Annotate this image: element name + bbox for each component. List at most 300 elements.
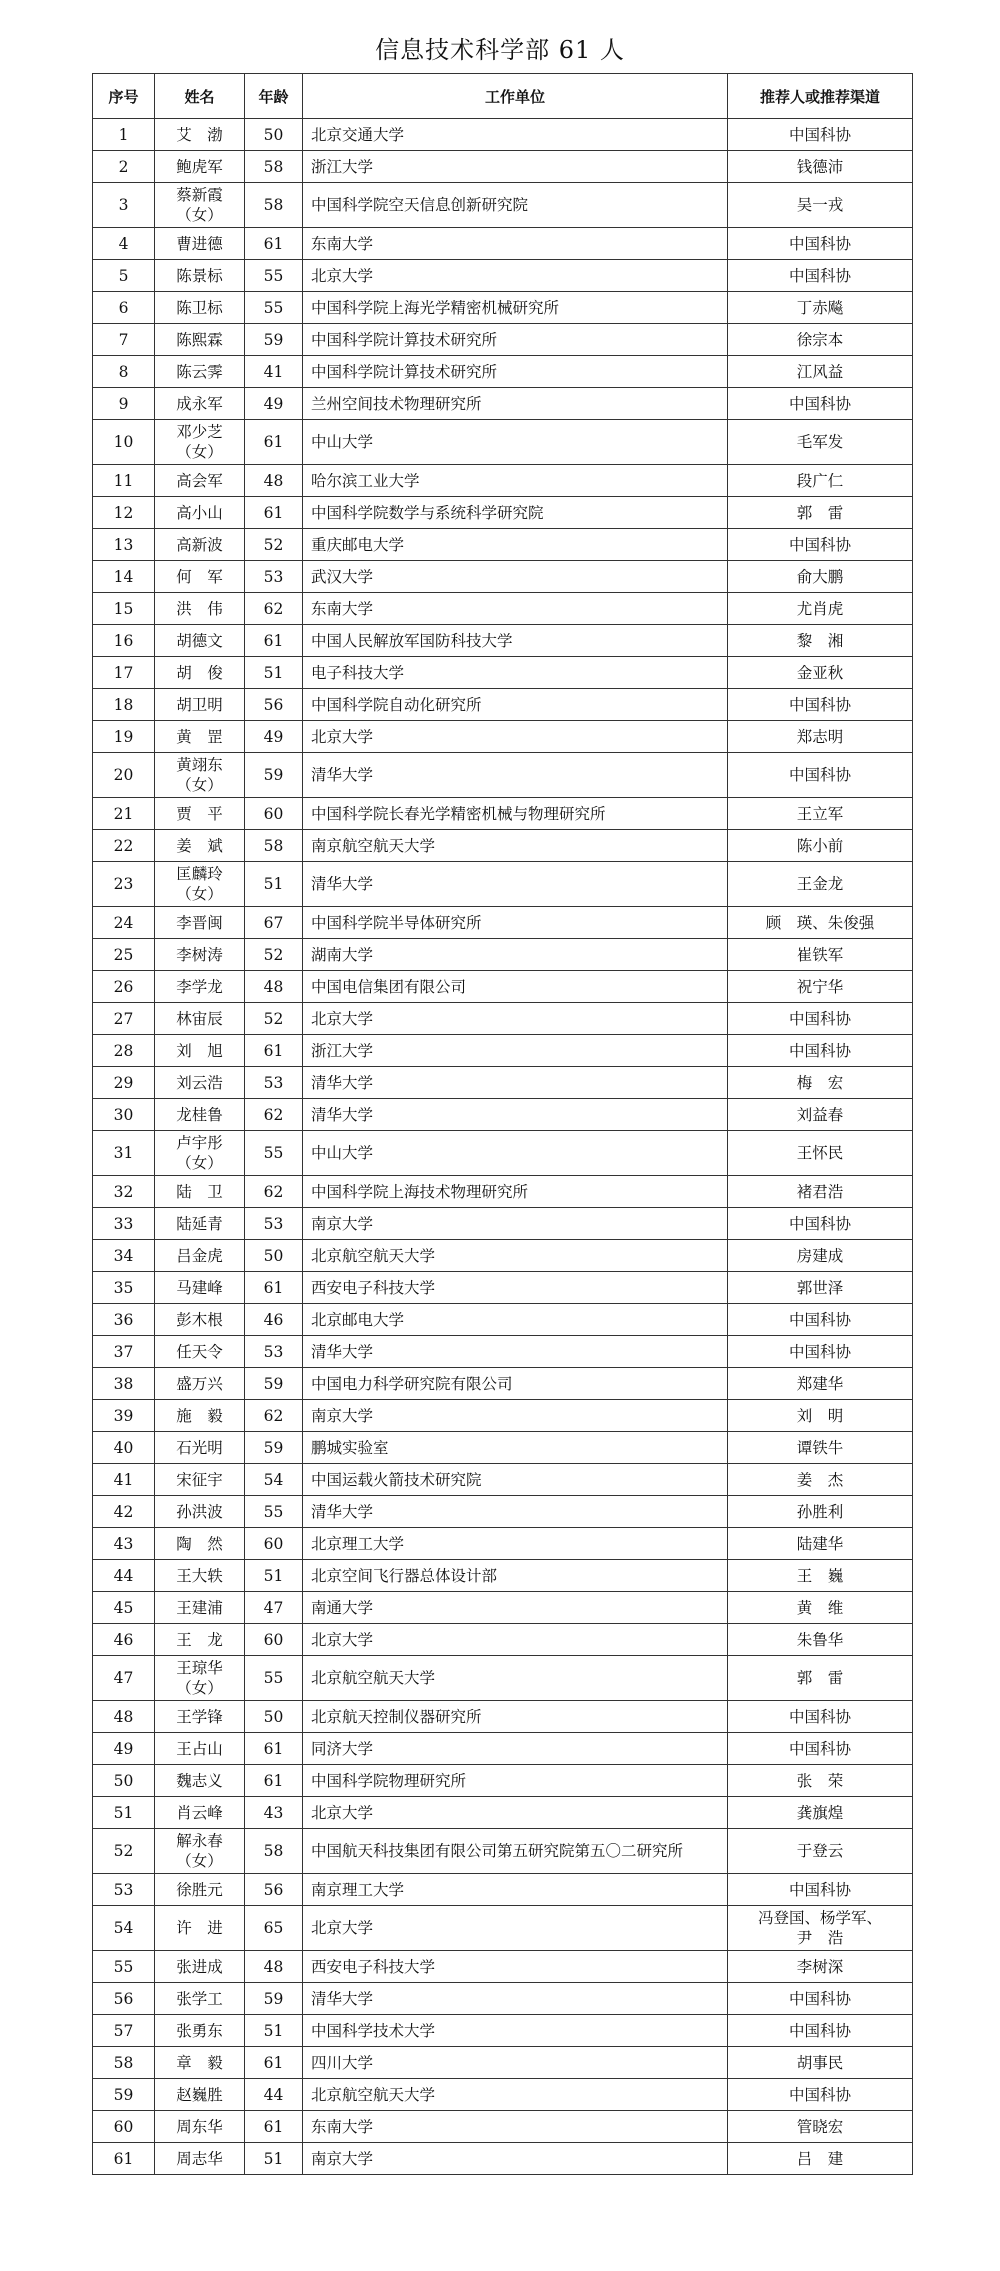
cell-name: 解永春 （女）	[155, 1829, 245, 1874]
cell-name: 王 龙	[155, 1624, 245, 1656]
cell-recommender: 中国科协	[728, 1983, 913, 2015]
cell-age: 49	[245, 388, 303, 420]
cell-name: 赵巍胜	[155, 2079, 245, 2111]
cell-age: 61	[245, 1765, 303, 1797]
cell-no: 44	[93, 1560, 155, 1592]
cell-no: 31	[93, 1131, 155, 1176]
table-row	[93, 1906, 913, 1951]
cell-age: 51	[245, 2143, 303, 2175]
table-row	[93, 1951, 913, 1983]
cell-name: 陆延青	[155, 1208, 245, 1240]
cell-unit: 北京航空航天大学	[303, 1240, 728, 1272]
cell-no: 16	[93, 625, 155, 657]
cell-age: 59	[245, 1432, 303, 1464]
cell-unit: 中国科学院长春光学精密机械与物理研究所	[303, 798, 728, 830]
table-row	[93, 1003, 913, 1035]
cell-no: 35	[93, 1272, 155, 1304]
cell-age: 62	[245, 593, 303, 625]
cell-unit: 清华大学	[303, 862, 728, 907]
table-row	[93, 324, 913, 356]
header-name: 姓名	[155, 74, 245, 119]
cell-age: 61	[245, 1272, 303, 1304]
cell-name: 李树涛	[155, 939, 245, 971]
cell-unit: 北京大学	[303, 260, 728, 292]
cell-name: 匡麟玲 （女）	[155, 862, 245, 907]
cell-age: 62	[245, 1176, 303, 1208]
cell-unit: 北京大学	[303, 1906, 728, 1951]
table-row	[93, 1368, 913, 1400]
cell-no: 53	[93, 1874, 155, 1906]
cell-name: 周志华	[155, 2143, 245, 2175]
cell-recommender: 祝宁华	[728, 971, 913, 1003]
cell-age: 52	[245, 939, 303, 971]
cell-name: 刘 旭	[155, 1035, 245, 1067]
cell-unit: 北京邮电大学	[303, 1304, 728, 1336]
cell-no: 59	[93, 2079, 155, 2111]
page-title: 信息技术科学部 61 人	[375, 36, 625, 64]
table-row	[93, 2079, 913, 2111]
cell-no: 54	[93, 1906, 155, 1951]
cell-no: 25	[93, 939, 155, 971]
cell-name: 李学龙	[155, 971, 245, 1003]
cell-recommender: 徐宗本	[728, 324, 913, 356]
table-row	[93, 1983, 913, 2015]
cell-unit: 清华大学	[303, 1099, 728, 1131]
cell-unit: 南京大学	[303, 1400, 728, 1432]
cell-recommender: 张 荣	[728, 1765, 913, 1797]
cell-unit: 中国科学院数学与系统科学研究院	[303, 497, 728, 529]
cell-age: 53	[245, 561, 303, 593]
cell-recommender: 中国科协	[728, 388, 913, 420]
cell-recommender: 吕 建	[728, 2143, 913, 2175]
cell-unit: 北京大学	[303, 1624, 728, 1656]
cell-unit: 武汉大学	[303, 561, 728, 593]
cell-recommender: 郭世泽	[728, 1272, 913, 1304]
cell-age: 50	[245, 119, 303, 151]
table-row	[93, 1624, 913, 1656]
cell-recommender: 中国科协	[728, 119, 913, 151]
cell-no: 7	[93, 324, 155, 356]
cell-unit: 哈尔滨工业大学	[303, 465, 728, 497]
cell-no: 4	[93, 228, 155, 260]
table-row	[93, 2111, 913, 2143]
cell-recommender: 中国科协	[728, 1336, 913, 1368]
cell-unit: 北京理工大学	[303, 1528, 728, 1560]
cell-no: 46	[93, 1624, 155, 1656]
cell-age: 59	[245, 1983, 303, 2015]
cell-unit: 南通大学	[303, 1592, 728, 1624]
cell-recommender: 俞大鹏	[728, 561, 913, 593]
cell-recommender: 黄 维	[728, 1592, 913, 1624]
cell-unit: 北京大学	[303, 1003, 728, 1035]
cell-no: 51	[93, 1797, 155, 1829]
table-row	[93, 862, 913, 907]
table-row	[93, 1240, 913, 1272]
cell-no: 27	[93, 1003, 155, 1035]
cell-no: 26	[93, 971, 155, 1003]
cell-age: 55	[245, 292, 303, 324]
cell-unit: 中国科学院半导体研究所	[303, 907, 728, 939]
cell-unit: 中国运载火箭技术研究院	[303, 1464, 728, 1496]
cell-name: 许 进	[155, 1906, 245, 1951]
cell-no: 28	[93, 1035, 155, 1067]
cell-name: 宋征宇	[155, 1464, 245, 1496]
cell-recommender: 崔铁军	[728, 939, 913, 971]
cell-age: 55	[245, 1656, 303, 1701]
cell-unit: 中国航天科技集团有限公司第五研究院第五〇二研究所	[303, 1829, 728, 1874]
table-row	[93, 1432, 913, 1464]
cell-unit: 清华大学	[303, 1496, 728, 1528]
cell-no: 42	[93, 1496, 155, 1528]
cell-age: 53	[245, 1067, 303, 1099]
cell-unit: 浙江大学	[303, 1035, 728, 1067]
cell-age: 60	[245, 1528, 303, 1560]
cell-unit: 中国科学院空天信息创新研究院	[303, 183, 728, 228]
cell-recommender: 钱德沛	[728, 151, 913, 183]
cell-name: 王学锋	[155, 1701, 245, 1733]
cell-unit: 西安电子科技大学	[303, 1951, 728, 1983]
cell-recommender: 中国科协	[728, 1874, 913, 1906]
cell-recommender: 中国科协	[728, 228, 913, 260]
cell-recommender: 王金龙	[728, 862, 913, 907]
table-row	[93, 971, 913, 1003]
cell-recommender: 陈小前	[728, 830, 913, 862]
cell-no: 14	[93, 561, 155, 593]
cell-name: 鲍虎军	[155, 151, 245, 183]
cell-age: 61	[245, 2047, 303, 2079]
cell-age: 58	[245, 1829, 303, 1874]
cell-recommender: 王 巍	[728, 1560, 913, 1592]
table-row	[93, 1131, 913, 1176]
cell-name: 任天令	[155, 1336, 245, 1368]
cell-unit: 中国科学院计算技术研究所	[303, 356, 728, 388]
cell-unit: 浙江大学	[303, 151, 728, 183]
cell-name: 施 毅	[155, 1400, 245, 1432]
cell-age: 62	[245, 1400, 303, 1432]
table-row	[93, 1733, 913, 1765]
cell-recommender: 姜 杰	[728, 1464, 913, 1496]
cell-age: 58	[245, 151, 303, 183]
table-row	[93, 119, 913, 151]
table-row	[93, 497, 913, 529]
cell-recommender: 江风益	[728, 356, 913, 388]
cell-age: 53	[245, 1208, 303, 1240]
cell-age: 61	[245, 228, 303, 260]
cell-age: 50	[245, 1701, 303, 1733]
cell-no: 36	[93, 1304, 155, 1336]
cell-unit: 南京航空航天大学	[303, 830, 728, 862]
cell-no: 2	[93, 151, 155, 183]
cell-unit: 湖南大学	[303, 939, 728, 971]
cell-recommender: 丁赤飚	[728, 292, 913, 324]
cell-recommender: 中国科协	[728, 1208, 913, 1240]
cell-recommender: 毛军发	[728, 420, 913, 465]
table-row	[93, 1701, 913, 1733]
table-row	[93, 753, 913, 798]
cell-recommender: 金亚秋	[728, 657, 913, 689]
cell-no: 34	[93, 1240, 155, 1272]
cell-recommender: 黎 湘	[728, 625, 913, 657]
cell-recommender: 中国科协	[728, 2079, 913, 2111]
cell-name: 吕金虎	[155, 1240, 245, 1272]
cell-name: 黄 罡	[155, 721, 245, 753]
cell-name: 蔡新霞 （女）	[155, 183, 245, 228]
cell-no: 17	[93, 657, 155, 689]
cell-name: 成永军	[155, 388, 245, 420]
cell-recommender: 冯登国、杨学军、 尹 浩	[728, 1906, 913, 1951]
table-row	[93, 2047, 913, 2079]
cell-unit: 中国电信集团有限公司	[303, 971, 728, 1003]
cell-name: 王琼华 （女）	[155, 1656, 245, 1701]
cell-name: 贾 平	[155, 798, 245, 830]
cell-age: 67	[245, 907, 303, 939]
cell-no: 45	[93, 1592, 155, 1624]
cell-recommender: 胡事民	[728, 2047, 913, 2079]
cell-unit: 南京大学	[303, 2143, 728, 2175]
cell-no: 3	[93, 183, 155, 228]
cell-recommender: 中国科协	[728, 1003, 913, 1035]
cell-no: 60	[93, 2111, 155, 2143]
cell-no: 15	[93, 593, 155, 625]
cell-name: 徐胜元	[155, 1874, 245, 1906]
cell-no: 61	[93, 2143, 155, 2175]
table-row	[93, 689, 913, 721]
cell-no: 58	[93, 2047, 155, 2079]
cell-age: 49	[245, 721, 303, 753]
table-row	[93, 1464, 913, 1496]
cell-age: 51	[245, 657, 303, 689]
cell-recommender: 段广仁	[728, 465, 913, 497]
cell-age: 59	[245, 324, 303, 356]
cell-no: 22	[93, 830, 155, 862]
table-row	[93, 798, 913, 830]
cell-no: 20	[93, 753, 155, 798]
cell-unit: 兰州空间技术物理研究所	[303, 388, 728, 420]
cell-age: 51	[245, 1560, 303, 1592]
cell-age: 59	[245, 1368, 303, 1400]
cell-recommender: 中国科协	[728, 1701, 913, 1733]
cell-name: 周东华	[155, 2111, 245, 2143]
cell-unit: 北京大学	[303, 1797, 728, 1829]
table-row	[93, 1874, 913, 1906]
table-row	[93, 1035, 913, 1067]
cell-recommender: 房建成	[728, 1240, 913, 1272]
cell-no: 21	[93, 798, 155, 830]
cell-name: 魏志义	[155, 1765, 245, 1797]
cell-name: 何 军	[155, 561, 245, 593]
cell-name: 高小山	[155, 497, 245, 529]
cell-unit: 北京空间飞行器总体设计部	[303, 1560, 728, 1592]
cell-unit: 北京航空航天大学	[303, 1656, 728, 1701]
cell-recommender: 中国科协	[728, 1035, 913, 1067]
cell-name: 曹进德	[155, 228, 245, 260]
cell-age: 51	[245, 862, 303, 907]
cell-name: 高新波	[155, 529, 245, 561]
cell-no: 11	[93, 465, 155, 497]
table-row	[93, 2143, 913, 2175]
cell-unit: 南京理工大学	[303, 1874, 728, 1906]
table-header-row	[93, 74, 913, 119]
cell-name: 李晋闽	[155, 907, 245, 939]
cell-age: 61	[245, 1733, 303, 1765]
table-row	[93, 830, 913, 862]
cell-age: 41	[245, 356, 303, 388]
table-row	[93, 420, 913, 465]
table-row	[93, 1400, 913, 1432]
cell-recommender: 褚君浩	[728, 1176, 913, 1208]
table-row	[93, 1528, 913, 1560]
cell-recommender: 中国科协	[728, 260, 913, 292]
cell-unit: 东南大学	[303, 2111, 728, 2143]
table-row	[93, 151, 913, 183]
cell-recommender: 中国科协	[728, 529, 913, 561]
cell-no: 5	[93, 260, 155, 292]
cell-name: 王大轶	[155, 1560, 245, 1592]
cell-no: 38	[93, 1368, 155, 1400]
cell-recommender: 中国科协	[728, 2015, 913, 2047]
table-row	[93, 2015, 913, 2047]
cell-no: 43	[93, 1528, 155, 1560]
cell-no: 56	[93, 1983, 155, 2015]
cell-unit: 电子科技大学	[303, 657, 728, 689]
cell-name: 黄翊东 （女）	[155, 753, 245, 798]
cell-unit: 中国科学院物理研究所	[303, 1765, 728, 1797]
cell-name: 王占山	[155, 1733, 245, 1765]
cell-recommender: 郑建华	[728, 1368, 913, 1400]
cell-recommender: 刘 明	[728, 1400, 913, 1432]
cell-age: 62	[245, 1099, 303, 1131]
cell-age: 58	[245, 830, 303, 862]
cell-name: 张进成	[155, 1951, 245, 1983]
cell-unit: 中山大学	[303, 420, 728, 465]
cell-recommender: 梅 宏	[728, 1067, 913, 1099]
cell-age: 54	[245, 1464, 303, 1496]
cell-name: 肖云峰	[155, 1797, 245, 1829]
cell-age: 50	[245, 1240, 303, 1272]
cell-unit: 中国科学院自动化研究所	[303, 689, 728, 721]
cell-unit: 中国科学院上海光学精密机械研究所	[303, 292, 728, 324]
cell-no: 10	[93, 420, 155, 465]
table-row	[93, 561, 913, 593]
cell-name: 胡卫明	[155, 689, 245, 721]
cell-no: 9	[93, 388, 155, 420]
header-recommender: 推荐人或推荐渠道	[728, 74, 913, 119]
cell-name: 姜 斌	[155, 830, 245, 862]
cell-no: 1	[93, 119, 155, 151]
cell-name: 彭木根	[155, 1304, 245, 1336]
cell-age: 65	[245, 1906, 303, 1951]
cell-no: 29	[93, 1067, 155, 1099]
cell-age: 61	[245, 497, 303, 529]
cell-no: 8	[93, 356, 155, 388]
cell-unit: 重庆邮电大学	[303, 529, 728, 561]
cell-unit: 清华大学	[303, 753, 728, 798]
cell-no: 18	[93, 689, 155, 721]
cell-age: 61	[245, 2111, 303, 2143]
cell-age: 59	[245, 753, 303, 798]
cell-recommender: 郭 雷	[728, 497, 913, 529]
cell-recommender: 孙胜利	[728, 1496, 913, 1528]
cell-unit: 北京航天控制仪器研究所	[303, 1701, 728, 1733]
cell-recommender: 管晓宏	[728, 2111, 913, 2143]
cell-age: 52	[245, 529, 303, 561]
cell-no: 40	[93, 1432, 155, 1464]
cell-age: 46	[245, 1304, 303, 1336]
cell-no: 32	[93, 1176, 155, 1208]
cell-age: 53	[245, 1336, 303, 1368]
table-row	[93, 593, 913, 625]
header-no: 序号	[93, 74, 155, 119]
cell-age: 61	[245, 420, 303, 465]
cell-unit: 清华大学	[303, 1983, 728, 2015]
cell-no: 48	[93, 1701, 155, 1733]
cell-age: 56	[245, 689, 303, 721]
table-row	[93, 388, 913, 420]
cell-unit: 中国科学院计算技术研究所	[303, 324, 728, 356]
cell-recommender: 吴一戎	[728, 183, 913, 228]
table-row	[93, 1656, 913, 1701]
cell-name: 石光明	[155, 1432, 245, 1464]
cell-name: 陈云霁	[155, 356, 245, 388]
table-row	[93, 1272, 913, 1304]
member-table	[92, 73, 913, 2175]
cell-name: 高会军	[155, 465, 245, 497]
cell-unit: 东南大学	[303, 228, 728, 260]
cell-no: 47	[93, 1656, 155, 1701]
table-row	[93, 1208, 913, 1240]
cell-age: 55	[245, 1496, 303, 1528]
table-row	[93, 939, 913, 971]
cell-name: 王建浦	[155, 1592, 245, 1624]
cell-unit: 北京大学	[303, 721, 728, 753]
table-row	[93, 907, 913, 939]
table-row	[93, 1336, 913, 1368]
cell-name: 张勇东	[155, 2015, 245, 2047]
header-unit: 工作单位	[303, 74, 728, 119]
table-row	[93, 1765, 913, 1797]
cell-name: 马建峰	[155, 1272, 245, 1304]
table-row	[93, 356, 913, 388]
table-row	[93, 1592, 913, 1624]
cell-name: 胡 俊	[155, 657, 245, 689]
cell-no: 23	[93, 862, 155, 907]
cell-unit: 中国人民解放军国防科技大学	[303, 625, 728, 657]
cell-name: 陈景标	[155, 260, 245, 292]
cell-age: 52	[245, 1003, 303, 1035]
cell-no: 13	[93, 529, 155, 561]
cell-name: 洪 伟	[155, 593, 245, 625]
cell-age: 55	[245, 1131, 303, 1176]
cell-age: 61	[245, 1035, 303, 1067]
table-row	[93, 465, 913, 497]
cell-age: 56	[245, 1874, 303, 1906]
cell-name: 陆 卫	[155, 1176, 245, 1208]
cell-name: 林宙辰	[155, 1003, 245, 1035]
cell-recommender: 郭 雷	[728, 1656, 913, 1701]
cell-no: 19	[93, 721, 155, 753]
cell-name: 陶 然	[155, 1528, 245, 1560]
cell-unit: 西安电子科技大学	[303, 1272, 728, 1304]
table-row	[93, 1560, 913, 1592]
cell-name: 胡德文	[155, 625, 245, 657]
cell-no: 37	[93, 1336, 155, 1368]
cell-no: 33	[93, 1208, 155, 1240]
cell-recommender: 顾 瑛、朱俊强	[728, 907, 913, 939]
cell-recommender: 郑志明	[728, 721, 913, 753]
table-row	[93, 1496, 913, 1528]
cell-name: 张学工	[155, 1983, 245, 2015]
cell-unit: 鹏城实验室	[303, 1432, 728, 1464]
